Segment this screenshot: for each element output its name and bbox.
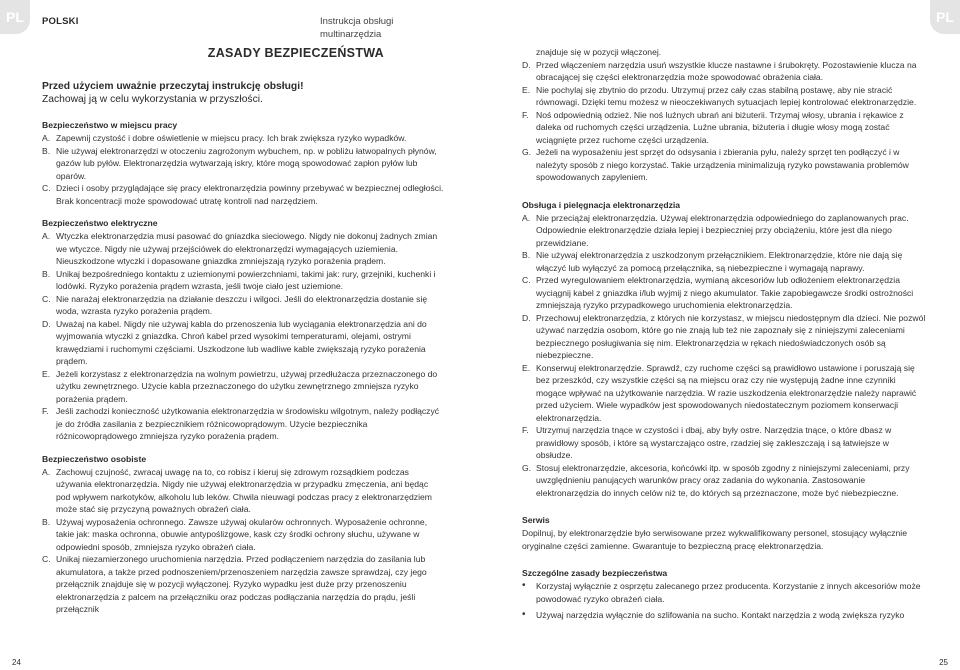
list-item (42, 466, 444, 516)
list-item (522, 274, 926, 312)
item-label: C. (522, 275, 531, 285)
item-text: Jeśli zachodzi konieczność użytkowania elektronarzędzia w środowisku wilgotnym, należy podłączyć je do źródła zasilania z bezpiecznikiem różnicowoprądowym. Użycie bezpiecznika różnicowoprądowego zmniejsza ryzyko porażenia prądem. (56, 406, 440, 441)
item-text: znajduje się w pozycji włączonej. (536, 47, 662, 57)
page-number-right: 25 (939, 658, 948, 667)
item-label (522, 46, 536, 59)
item-label: D. (522, 59, 531, 70)
section-electrical (42, 218, 444, 443)
section-specific-rules (522, 568, 926, 622)
intro-bold: Przed użyciem uważnie przeczytaj instrukcję obsługi! (42, 81, 304, 92)
list-item (522, 312, 926, 362)
item-text: Stosuj elektronarzędzie, akcesoria, końcówki itp. w sposób zgodny z niniejszymi zaleceniami, przy uwzględnieniu panujących warunków pracy oraz zadania do wykonania. Zastosowanie elektronarzędzia do innych celów niż te, do których są przeznaczone, może być niebezpieczne. (536, 462, 910, 498)
language-tab-left: PL (0, 0, 30, 34)
document-title-line1: Instrukcja obsługi (320, 16, 394, 27)
left-column (42, 46, 444, 627)
list-item (42, 553, 444, 616)
list-item (522, 109, 926, 147)
item-text: Nie używaj elektronarzędzi w otoczeniu zagrożonym wybuchem, np. w pobliżu łatwopalnych płynów, gazów lub pyłów. Elektronarzędzia wytwarzają iskry, które mogą spowodować zapłon pyłów lub oparów. (56, 145, 437, 181)
document-title-line2: multinarzędzia (320, 29, 382, 40)
section-service (522, 515, 926, 552)
item-label: F. (42, 406, 49, 416)
item-label: B. (42, 268, 51, 279)
item-label: E. (522, 362, 531, 373)
bullet-text: Korzystaj wyłącznie z osprzętu zalecanego przez producenta. Korzystanie z innych akcesoriów może powodować ryzyko obrażeń ciała. (536, 581, 921, 604)
item-label: F. (522, 425, 529, 435)
list-item (522, 46, 926, 59)
list-item (42, 516, 444, 554)
list-item (42, 268, 444, 293)
document-title (320, 15, 393, 41)
language-title: POLSKI (42, 16, 79, 27)
item-label: G. (522, 147, 532, 157)
service-text: Dopilnuj, by elektronarzędzie było serwisowane przez wykwalifikowany personel, stosujący wyłącznie oryginalne części zamienne. Gwarantuje to bezpieczną pracę elektronarzędzia. (522, 528, 907, 551)
item-label: E. (522, 84, 531, 95)
item-label: B. (522, 250, 531, 260)
item-text: Dzieci i osoby przyglądające się pracy elektronarzędzia powinny przebywać w bezpiecznej odległości. Brak koncentracji może spowodować utratę kontroli nad narzędziem. (56, 183, 444, 206)
item-text: Zapewnij czystość i dobre oświetlenie w miejscu pracy. Ich brak zwiększa ryzyko wypadków. (56, 133, 407, 143)
list-item (42, 230, 444, 268)
list-item (522, 462, 926, 500)
item-text: Przechowuj elektronarzędzia, z których nie korzystasz, w miejscu niedostępnym dla dzieci. Nie pozwól używać narzędzia osobom, które go nie znają lub też nie zapoznały się z niniejszymi zaleceniami bezpiecznego posługiwania się nim. Elektronarzędzia w rękach niedoświadczonych osób są niebezpieczne. (536, 312, 926, 360)
bullet-item (522, 609, 926, 622)
list-item (522, 362, 926, 425)
section-title: Obsługa i pielęgnacja elektronarzędzia (522, 199, 681, 210)
list-item (522, 212, 926, 250)
list-item (42, 318, 444, 368)
item-text: Utrzymuj narzędzia tnące w czystości i dbaj, aby były ostre. Narzędzia tnące, o które dbasz w prawidłowy sposób, i które są wystarczająco ostre, rzadziej się zakleszczają i są łatwiejsze w obsłudze. (536, 425, 892, 460)
list-item (522, 424, 926, 462)
item-label: C. (42, 554, 51, 564)
section-workplace (42, 120, 444, 207)
list-item (42, 405, 444, 443)
item-text: Noś odpowiednią odzież. Nie noś luźnych ubrań ani biżuterii. Trzymaj włosy, ubrania i rękawice z daleka od ruchomych części urządzenia. Luźne ubrania, biżuteria i długie włosy mogą zostać wciągnięte przez ruchome części urządzenia. (536, 109, 904, 145)
section-title: Szczególne zasady bezpieczeństwa (522, 568, 668, 578)
item-text: Nie używaj elektronarzędzia z uszkodzonym przełącznikiem. Elektronarzędzie, które nie dają się włączyć lub wyłączyć za pomocą przełącznika, są niebezpieczne i wymagają naprawy. (536, 250, 903, 273)
list-item (522, 249, 926, 274)
list-item (42, 145, 444, 183)
item-text: Przed wyregulowaniem elektronarzędzia, wymianą akcesoriów lub odłożeniem elektronarzędzia wyciągnij kabel z gniazdka i/lub wyjmij z niego akumulator. Takie zapobiegawcze środki ostrożności zmniejszają ryzyko przypadkowego uruchomienia elektronarzędzia. (536, 275, 914, 310)
item-text: Nie pochylaj się zbytnio do przodu. Utrzymuj przez cały czas stabilną postawę, aby nie stracić równowagi. Dzięki temu możesz w nieoczekiwanych sytuacjach lepiej kontrolować elektronarzędzie. (536, 84, 917, 107)
page-number-left: 24 (12, 658, 21, 667)
item-label: D. (42, 318, 51, 329)
item-text: Jeżeli korzystasz z elektronarzędzia na wolnym powietrzu, używaj przedłużacza przeznaczonego do użytku zewnętrznego. Użycie kabla przeznaczonego do użytku zewnętrznego zmniejsza ryzyko porażenia prądem. (56, 368, 438, 404)
item-label: E. (42, 368, 51, 379)
list-item (42, 368, 444, 406)
item-label: F. (522, 109, 529, 120)
right-column (522, 46, 926, 633)
item-label: A. (42, 133, 51, 143)
item-text: Nie przeciążaj elektronarzędzia. Używaj elektronarzędzia odpowiedniego do zaplanowanych prac. Odpowiednie elektronarzędzie działa lepiej i bezpieczniej przy obciążeniu, które jest dla niego przewidziane. (536, 212, 909, 248)
item-text: Jeżeli na wyposażeniu jest sprzęt do odsysania i zbierania pyłu, należy sprzęt ten podłączyć i w należyty sposób z niego korzystać. Takie urządzenia minimalizują ryzyko powstawania problemów spowodowanych zapyleniem. (536, 147, 909, 182)
item-label: A. (522, 212, 531, 223)
section-personal (42, 454, 444, 616)
item-text: Konserwuj elektronarzędzie. Sprawdź, czy ruchome części są prawidłowo ustawione i poruszają się bez przeszkód, czy wszystkie części są na miejscu oraz czy nie występują żadne inne czynniki mogące wpływać na użytkowanie narzędzia. W razie uszkodzenia elektronarzędzie należy naprawić przed użyciem. Wiele wypadków jest spowodowanych niedostatecznym poziomem konserwacji elektronarzędzia. (536, 362, 917, 423)
list-item (522, 84, 926, 109)
intro (42, 80, 444, 106)
section-title: Bezpieczeństwo osobiste (42, 453, 147, 464)
item-label: C. (42, 183, 51, 193)
item-text: Unikaj niezamierzonego uruchomienia narzędzia. Przed podłączeniem narzędzia do zasilania lub akumulatora, a także przed podnoszeniem/przenoszeniem narzędzia zawsze sprawdzaj, czy jego przełącznik znajduje się w pozycji wyłączonej. Ryzyko wypadku jest duże przy przenoszeniu elektronarzędzia z palcem na przełączniku oraz podczas podłączania narzędzia do prądu, jeśli przełącznik (56, 554, 427, 614)
bullet-icon: • (522, 580, 526, 591)
item-label: G. (522, 462, 532, 473)
item-text: Przed włączeniem narzędzia usuń wszystkie klucze nastawne i śrubokręty. Pozostawienie klucza na obracającej się części elektronarzędzia może spowodować obrażenia ciała. (536, 59, 917, 82)
bullet-icon: • (522, 609, 526, 620)
item-text: Uważaj na kabel. Nigdy nie używaj kabla do przenoszenia lub wyciągania elektronarzędzia ani do wyjmowania wtyczki z gniazdka. Chroń kabel przed wysokimi temperaturami, olejami, ostrymi krawędziami i ruchomymi częściami. Uszkodzone lub wadliwe kable zwiększają ryzyko porażenia prądem. (56, 318, 427, 366)
list-item (522, 146, 926, 184)
section-care (522, 200, 926, 500)
item-label: C. (42, 293, 51, 304)
bullet-item (522, 580, 926, 605)
item-label: A. (42, 466, 51, 477)
item-text: Wtyczka elektronarzędzia musi pasować do gniazdka sieciowego. Nigdy nie dokonuj żadnych zmian we wtyczce. Nigdy nie używaj przejściówek do elektronarzędzi wymagających uziemienia. Nieuszkodzone wtyczki i dopasowane gniazdka zmniejszają ryzyko porażenia prądem. (56, 231, 438, 266)
item-text: Unikaj bezpośredniego kontaktu z uziemionymi powierzchniami, takimi jak: rury, grzejniki, kuchenki i lodówki. Ryzyko porażenia prądem wzrasta, jeśli twoje ciało jest uziemione. (56, 268, 436, 291)
list-item (42, 182, 444, 207)
page-heading: ZASADY BEZPIECZEŃSTWA (207, 46, 384, 60)
item-label: A. (42, 231, 51, 241)
item-label: B. (42, 145, 51, 156)
intro-normal: Zachowaj ją w celu wykorzystania w przyszłości. (42, 94, 263, 105)
section-title: Serwis (522, 515, 550, 525)
list-item (42, 293, 444, 318)
item-text: Używaj wyposażenia ochronnego. Zawsze używaj okularów ochronnych. Wyposażenie ochronne, takie jak: maska ochronna, obuwie antypoślizgowe, kask czy środki ochrony słuchu, używane w odpowiedni sposób, zmniejsza ryzyko obrażeń ciała. (56, 516, 428, 552)
bullet-text: Używaj narzędzia wyłącznie do szlifowania na sucho. Kontakt narzędzia z wodą zwiększa ryzyko (536, 610, 905, 620)
language-tab-right: PL (930, 0, 960, 34)
list-item (42, 132, 444, 145)
section-title: Bezpieczeństwo w miejscu pracy (42, 120, 178, 130)
section-personal-continued (522, 46, 926, 184)
item-label: B. (42, 516, 51, 527)
section-title: Bezpieczeństwo elektryczne (42, 218, 158, 228)
list-item (522, 59, 926, 84)
item-label: D. (522, 312, 531, 323)
item-text: Zachowuj czujność, zwracaj uwagę na to, co robisz i kieruj się zdrowym rozsądkiem podczas używania elektronarzędzia. Nigdy nie używaj elektronarzędzia w przypadku zmęczenia, ani będąc pod wpływem narkotyków, alkoholu lub leków. Chwila nieuwagi podczas pracy z elektronarzędziem może stać się przyczyną poważnych obrażeń ciała. (56, 466, 432, 514)
item-text: Nie narażaj elektronarzędzia na działanie deszczu i wilgoci. Jeśli do elektronarzędzia dostanie się woda, wzrasta ryzyko porażenia prądem. (56, 293, 428, 316)
